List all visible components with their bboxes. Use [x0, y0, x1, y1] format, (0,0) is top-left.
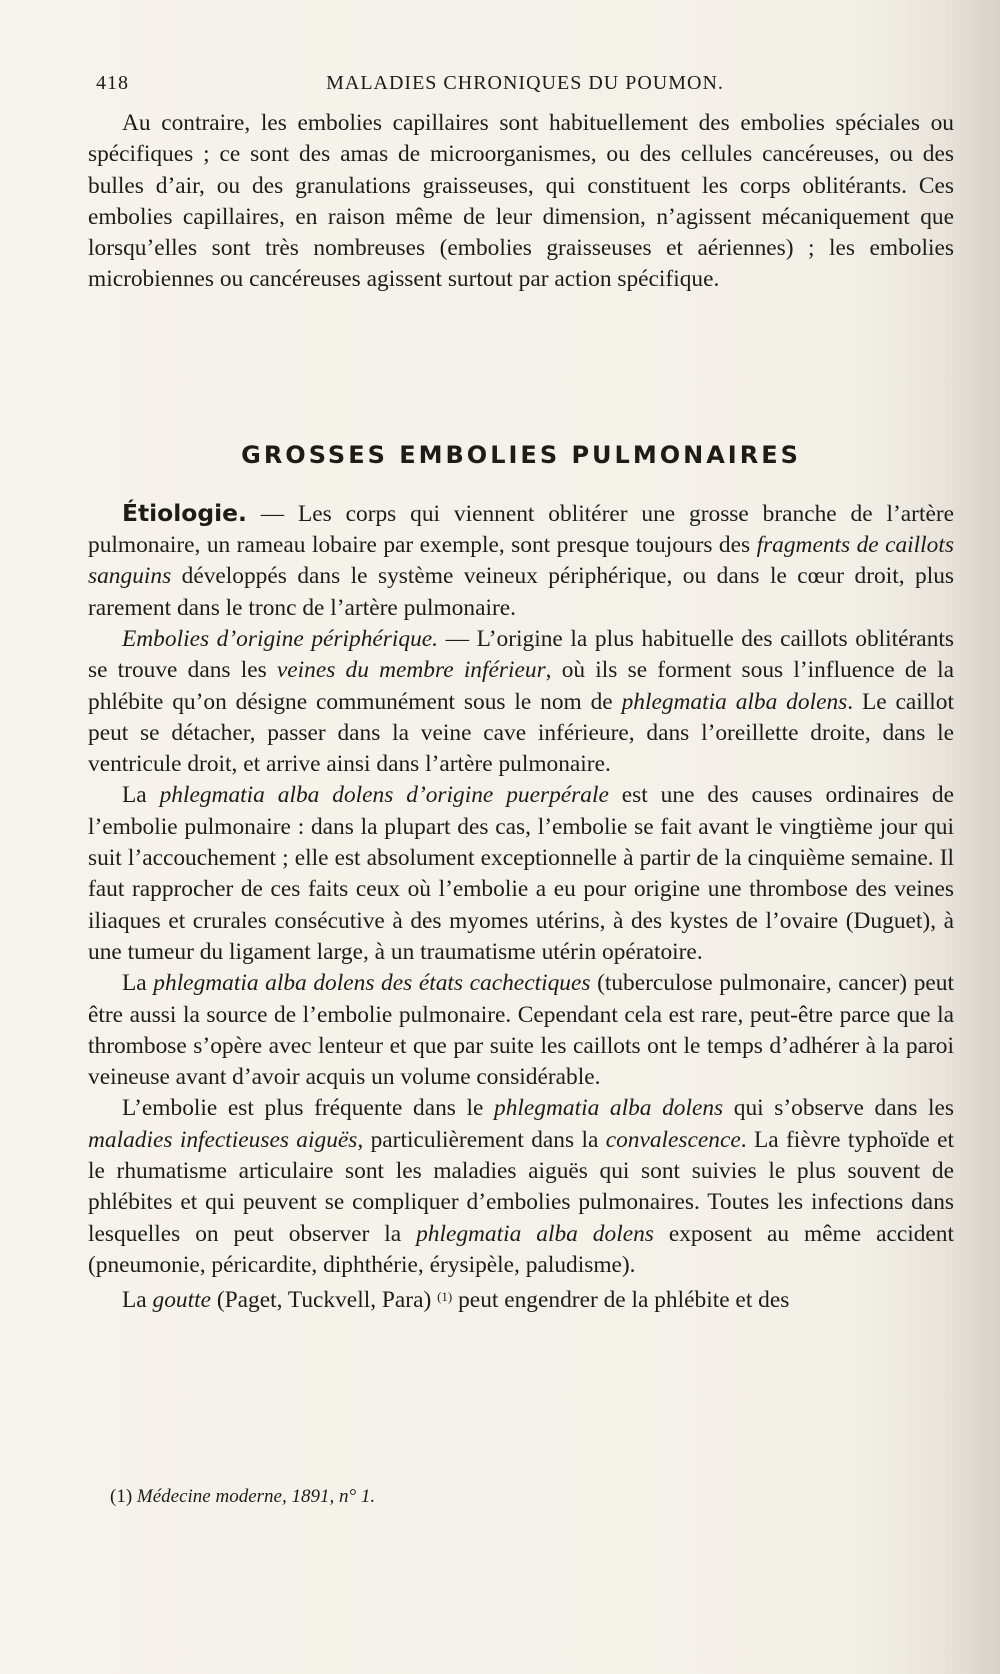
- section-title: GROSSES EMBOLIES PULMONAIRES: [241, 440, 801, 469]
- italic-run: phlegmatia alba dolens: [621, 688, 848, 715]
- text-run: exposent au même accident (pneumonie, péricardite, diphthérie, érysipèle, paludisme).: [88, 1220, 954, 1278]
- footnote-reference[interactable]: (1): [437, 1289, 453, 1305]
- footnote-mark: (1): [110, 1486, 133, 1507]
- text-run: La: [122, 782, 160, 809]
- text-run: peut engendrer de la phlébite et des: [452, 1287, 790, 1314]
- italic-run: veines du membre inférieur: [276, 657, 546, 684]
- italic-run: goutte: [152, 1287, 211, 1314]
- text-run: (Paget, Tuckvell, Para): [211, 1287, 438, 1314]
- page-header: [96, 72, 954, 102]
- italic-run: fragments de caillots sanguins: [88, 532, 954, 590]
- text-run: . Le caillot peut se détacher, passer dans la veine cave inférieure, dans l’oreillette droite, dans le ventricule droit, et arrive ainsi dans l’artère pulmonaire.: [88, 688, 954, 778]
- text-run: , particulièrement dans la: [357, 1126, 606, 1153]
- text-run: La: [122, 970, 154, 997]
- text-run: . La fièvre typhoïde et le rhumatisme articulaire sont les maladies aiguës qui sont suivies le plus souvent de phlébites et qui peuvent se compliquer d’embolies pulmonaires. Toutes les infections dans lesquelles on peut observer la: [88, 1126, 954, 1247]
- page-number: 418: [96, 72, 129, 94]
- paragraph-origine-peripherique: [88, 624, 954, 780]
- text-run: (tuberculose pulmonaire, cancer) peut être aussi la source de l’embolie pulmonaire. Cependant cela est rare, peut-être parce que la thrombose s’opère avec lenteur et que par suite les caillots ont le temps d’adhérer à la paroi veineuse avant d’avoir acquis un volume considérable.: [88, 970, 954, 1091]
- paragraph-cachectiques: [88, 968, 954, 1093]
- text-run: — L’origine la plus habituelle des caillots oblitérants se trouve dans les: [88, 625, 954, 684]
- text-run: développés dans le système veineux périphérique, ou dans le cœur droit, plus rarement dans le tronc de l’artère pulmonaire.: [88, 563, 954, 621]
- paragraph-puerperale: [88, 780, 954, 968]
- footnote-source: Médecine moderne: [132, 1486, 282, 1507]
- italic-run: phlegmatia alba dolens: [416, 1220, 654, 1247]
- italic-run: phlegmatia alba dolens des états cachectiques: [153, 970, 591, 997]
- page-body: [88, 108, 954, 1317]
- text-run: qui s’observe dans les: [723, 1095, 954, 1122]
- text-run: L’embolie est plus fréquente dans le: [122, 1095, 495, 1122]
- paragraph-etiologie: [88, 498, 954, 624]
- footnote: [110, 1486, 375, 1508]
- italic-run: maladies infectieuses aiguës: [88, 1126, 358, 1153]
- paragraph-capillary-embolies: Au contraire, les embolies capillaires sont habituellement des embolies spéciales ou spécifiques ; ce sont des amas de microorganismes, ou des cellules cancéreuses, ou des bulles d’air, ou des granulations graisseuses, qui constituent les corps oblitérants. Ces embolies capillaires, en raison même de leur dimension, n’agissent mécaniquement que lorsqu’elles sont très nombreuses (embolies graisseuses et aériennes) ; les embolies microbiennes ou cancéreuses agissent surtout par action spécifique.: [88, 110, 954, 293]
- text-run: , où ils se forment sous l’influence de la phlébite qu’on désigne communément sous le nom de: [88, 657, 954, 715]
- italic-run: phlegmatia alba dolens: [494, 1095, 724, 1122]
- paragraph-infectieuses: [88, 1093, 954, 1281]
- text-run: est une des causes ordinaires de l’embolie pulmonaire : dans la plupart des cas, l’embolie se fait avant le vingtième jour qui suit l’accouchement ; elle est absolument exceptionnelle à partir de la cinquième semaine. Il faut rapprocher de ces faits ceux où l’embolie a eu pour origine une thrombose des veines iliaques et crurales consécutive à des myomes utérins, à des kystes de l’ovaire (Duguet), à une tumeur du ligament large, à un traumatisme utérin opératoire.: [88, 782, 954, 965]
- text-run: — Les corps qui viennent oblitérer une grosse branche de l’artère pulmonaire, un rameau lobaire par exemple, sont presque toujours des: [88, 500, 954, 559]
- section-spacer: [88, 296, 954, 440]
- etiologie-heading: Étiologie.: [122, 498, 247, 527]
- italic-run: convalescence: [605, 1126, 741, 1153]
- running-title: MALADIES CHRONIQUES DU POUMON.: [326, 72, 724, 94]
- footnote-details: , 1891, n° 1.: [281, 1486, 376, 1507]
- italic-run: Embolies d’origine périphérique.: [122, 625, 438, 652]
- paragraph-goutte: [88, 1281, 954, 1316]
- italic-run: phlegmatia alba dolens d’origine puerpérale: [159, 782, 609, 809]
- text-run: La: [122, 1287, 153, 1314]
